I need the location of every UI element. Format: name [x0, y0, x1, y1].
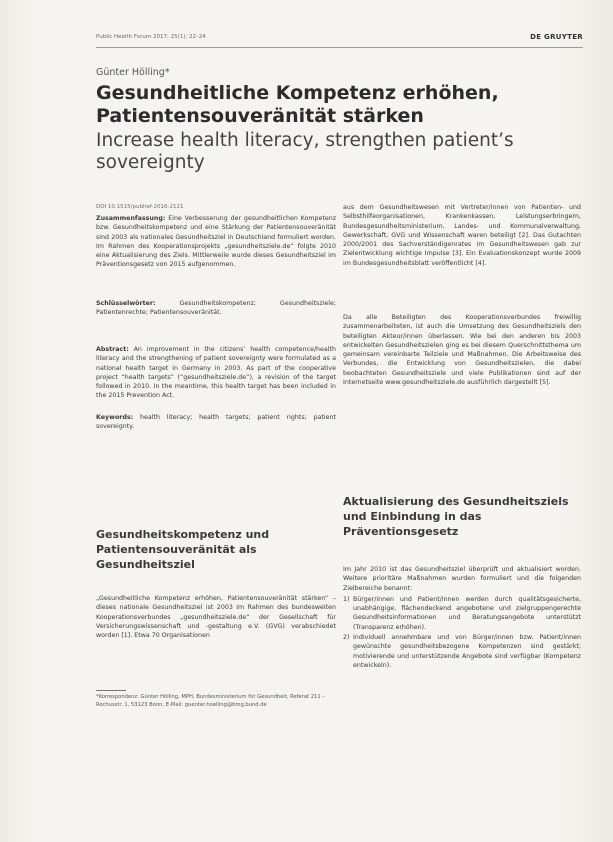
list-item-text: Bürger/innen und Patient/innen werden durch qualitätsgesicherte, unabhängige, flächendeckend angebotene und zielgruppengerechte Gesundheitsinformationen und Beratungsangebote unterstützt (Transparenz erhöhen). [353, 595, 581, 631]
paragraph: Da alle Beteiligten des Kooperationsverbundes freiwillig zusammenarbeiteten, ist auch die Umsetzung des Gesundheitsziels den beteiligten Akteur/innen überlassen. Wie bei den anderen bis 2003 entwickelten Gesundheitszielen ging es bei diesem Querschnittsthema um gemeinsam vereinbarte Teilziele und Maßnahmen. Die Arbeitsweise des Verbundes, die Entwicklung von Gesundheitszielen, die dabei beobachteten Gesundheitsziele und viele Publikationen sind auf der Internetseite www.gesundheitsziele.de ausführlich dargestellt [5]. [343, 314, 581, 387]
footnote-divider [96, 690, 126, 691]
keywords-english-text: health literacy; health targets; patient rights; patient sovereignty. [96, 414, 336, 431]
keywords-german-label: Schlüsselwörter: [96, 300, 156, 307]
right-paragraph-1 [343, 203, 581, 268]
paragraph: Im Jahr 2010 ist das Gesundheitsziel überprüft und aktualisiert worden. Weitere prioritäre Maßnahmen wurden formuliert und die folgenden Zielbereiche benannt: [343, 566, 581, 592]
abstract-english-text: An improvement in the citizens’ health competence/health literacy and the strengthening of patient sovereignty were formulated as a national health target in Germany in 2003. As part of the cooperative project “health targets” (“gesundheitsziele.de”), a revision of the target followed in 2010. In the meantime, this health target has been included in the 2015 Prevention Act. [96, 346, 336, 400]
keywords-german [96, 299, 336, 318]
list-marker: 1) [343, 595, 350, 603]
list-item-text: Individuell annehmbare und von Bürger/innen bzw. Patient/innen gewünschte gesundheitsbezogene Kompetenzen sind gestärkt; motivierende und unterstützende Angebote sind verfügbar (Kompetenz entwickeln). [353, 634, 581, 669]
author-name: Günter Hölling* [96, 67, 170, 78]
target-area-list [343, 595, 581, 670]
keywords-german-text: Gesundheitskompetenz; Gesundheitsziele; Patientenrechte; Patientensouveränität. [96, 300, 336, 317]
paragraph: aus dem Gesundheitswesen mit Vertreter/innen von Patienten- und Selbsthilfeorganisationen, Krankenkassen, Leistungserbringern, Bundesgesundheitsministerium, Landes- und Kommunalverwaltung, Gewerkschaft, GVG und Wissenschaft waren beteiligt [2]. Das Gutachten 2000/2001 des Sachverständigenrates im Gesundheitswesen gab zur Zielentwicklung wichtige Impulse [3]. Ein Evaluationskonzept wurde 2009 im Bundesgesundheitsblatt veröffentlicht [4]. [343, 204, 581, 267]
abstract-german-label: Zusammenfassung: [96, 215, 166, 222]
right-paragraph-3 [343, 565, 581, 671]
doi: DOI 10.1515/pubhef-2016-2121 [96, 204, 184, 210]
title-german: Gesundheitliche Kompetenz erhöhen, Patientensouveränität stärken [96, 82, 499, 127]
section-heading-health-literacy: Gesundheitskompetenz und Patientensouveränität als Gesundheitsziel [96, 528, 270, 571]
keywords-english-label: Keywords: [96, 414, 134, 421]
keywords-english [96, 413, 336, 432]
journal-citation: Public Health Forum 2017; 25(1): 22–24 [96, 34, 206, 40]
abstract-german-text: Eine Verbesserung der gesundheitlichen Kompetenz bzw. Gesundheitskompetenz und eine Stärkung der Patientensouveränität sind 2003 als nationales Gesundheitsziel in Deutschland formuliert worden. Im Rahmen des Kooperationsprojekts „gesundheitsziele.de“ folgte 2010 eine Aktualisierung des Ziels. Mittlerweile wurde dieses Gesundheitsziel im Präventionsgesetz von 2015 aufgenommen. [96, 215, 336, 269]
paragraph: „Gesundheitliche Kompetenz erhöhen, Patientensouveränität stärken“ – dieses nationale Gesundheitsziel ist 2003 im Rahmen des bundesweiten Kooperationsverbundes „gesundheitsziele.de“ der Gesellschaft für Versicherungswissenschaft und -gestaltung e.V. (GVG) verabschiedet worden [1]. Etwa 70 Organisationen [96, 595, 336, 640]
title-english: Increase health literacy, strengthen patient’s sovereignty [96, 130, 514, 173]
list-item [343, 595, 581, 632]
section-heading-update: Aktualisierung des Gesundheitsziels und Einbindung in das Präventionsgesetz [343, 495, 569, 538]
list-marker: 2) [343, 634, 350, 642]
abstract-english [96, 345, 336, 401]
right-paragraph-2 [343, 313, 581, 387]
section-body-left [96, 594, 336, 640]
correspondence-footnote: *Korrespondenz: Günter Hölling, MPH, Bundesministerium für Gesundheit, Referat 211 – Rochusstr. 1, 53123 Bonn, E-Mail: guenter.hoelling@bmg.bund.de [96, 694, 325, 708]
publisher-logo: DE GRUYTER [530, 33, 583, 41]
list-item [343, 633, 581, 670]
abstract-english-label: Abstract: [96, 346, 129, 353]
running-header [96, 30, 583, 48]
abstract-german [96, 214, 336, 270]
